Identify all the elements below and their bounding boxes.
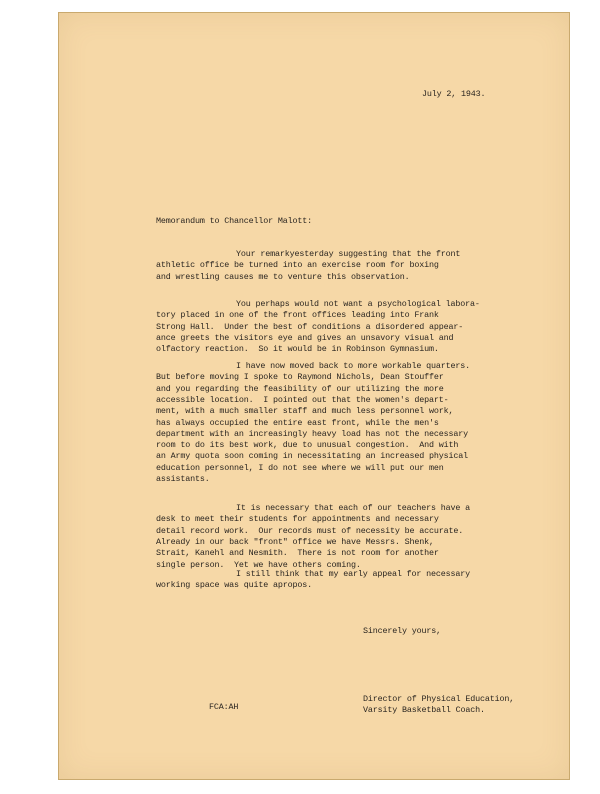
paragraph-line: desk to meet their students for appointments and necessary — [156, 514, 439, 525]
paragraph-line: I have now moved back to more workable quarters. — [236, 361, 471, 371]
paragraph-line: Already in our back "front" office we have Messrs. Shenk, — [156, 536, 434, 547]
paragraph-line: department with an increasingly heavy load has not the necessary — [156, 428, 469, 439]
paragraph-line: ment, with a much smaller staff and much less personnel work, — [156, 406, 454, 417]
paragraph-line: olfactory reaction. So it would be in Robinson Gymnasium. — [156, 344, 439, 355]
typist-initials: FCA:AH — [209, 702, 239, 712]
paragraph-line: Strong Hall. Under the best of conditions a disordered appear- — [156, 321, 464, 332]
paragraph-line: accessible location. I pointed out that the women's depart- — [156, 394, 449, 405]
paragraph-line: working space was quite apropos. — [156, 580, 313, 591]
letter-paper — [58, 12, 570, 780]
paragraph-line: ance greets the visitors eye and gives an unsavory visual and — [156, 332, 454, 343]
letter-date: July 2, 1943. — [422, 89, 486, 99]
paragraph-line: But before moving I spoke to Raymond Nichols, Dean Stouffer — [156, 372, 444, 383]
salutation: Memorandum to Chancellor Malott: — [156, 216, 313, 226]
closing: Sincerely yours, — [363, 626, 442, 636]
paragraph-line: Your remarkyesterday suggesting that the front — [236, 249, 461, 259]
paragraph-line: You perhaps would not want a psychological labora- — [236, 299, 480, 309]
paragraph-line: Strait, Kanehl and Nesmith. There is not room for another — [156, 548, 439, 559]
signature-title-1: Director of Physical Education, — [363, 694, 515, 704]
paragraph-line: an Army quota soon coming in necessitating an increased physical — [156, 451, 469, 462]
paragraph-line: I still think that my early appeal for necessary — [236, 569, 471, 579]
paragraph-line: single person. Yet we have others coming. — [156, 559, 361, 570]
paragraph-line: tory placed in one of the front offices leading into Frank — [156, 310, 439, 321]
paragraph-line: detail record work. Our records must of necessity be accurate. — [156, 525, 464, 536]
paragraph-line: It is necessary that each of our teachers have a — [236, 503, 471, 513]
paragraph-line: and wrestling causes me to venture this observation. — [156, 271, 410, 282]
paragraph-line: education personnel, I do not see where we will put our men — [156, 462, 444, 473]
paragraph-line: has always occupied the entire east front, while the men's — [156, 417, 439, 428]
paragraph-line: assistants. — [156, 474, 210, 484]
signature-title-2: Varsity Basketball Coach. — [363, 705, 485, 715]
paragraph-5 — [59, 569, 471, 614]
paragraph-line: and you regarding the feasibility of our utilizing the more — [156, 383, 444, 394]
paragraph-line: room to do its best work, due to unusual congestion. And with — [156, 440, 459, 451]
paragraph-line: athletic office be turned into an exercise room for boxing — [156, 260, 439, 271]
